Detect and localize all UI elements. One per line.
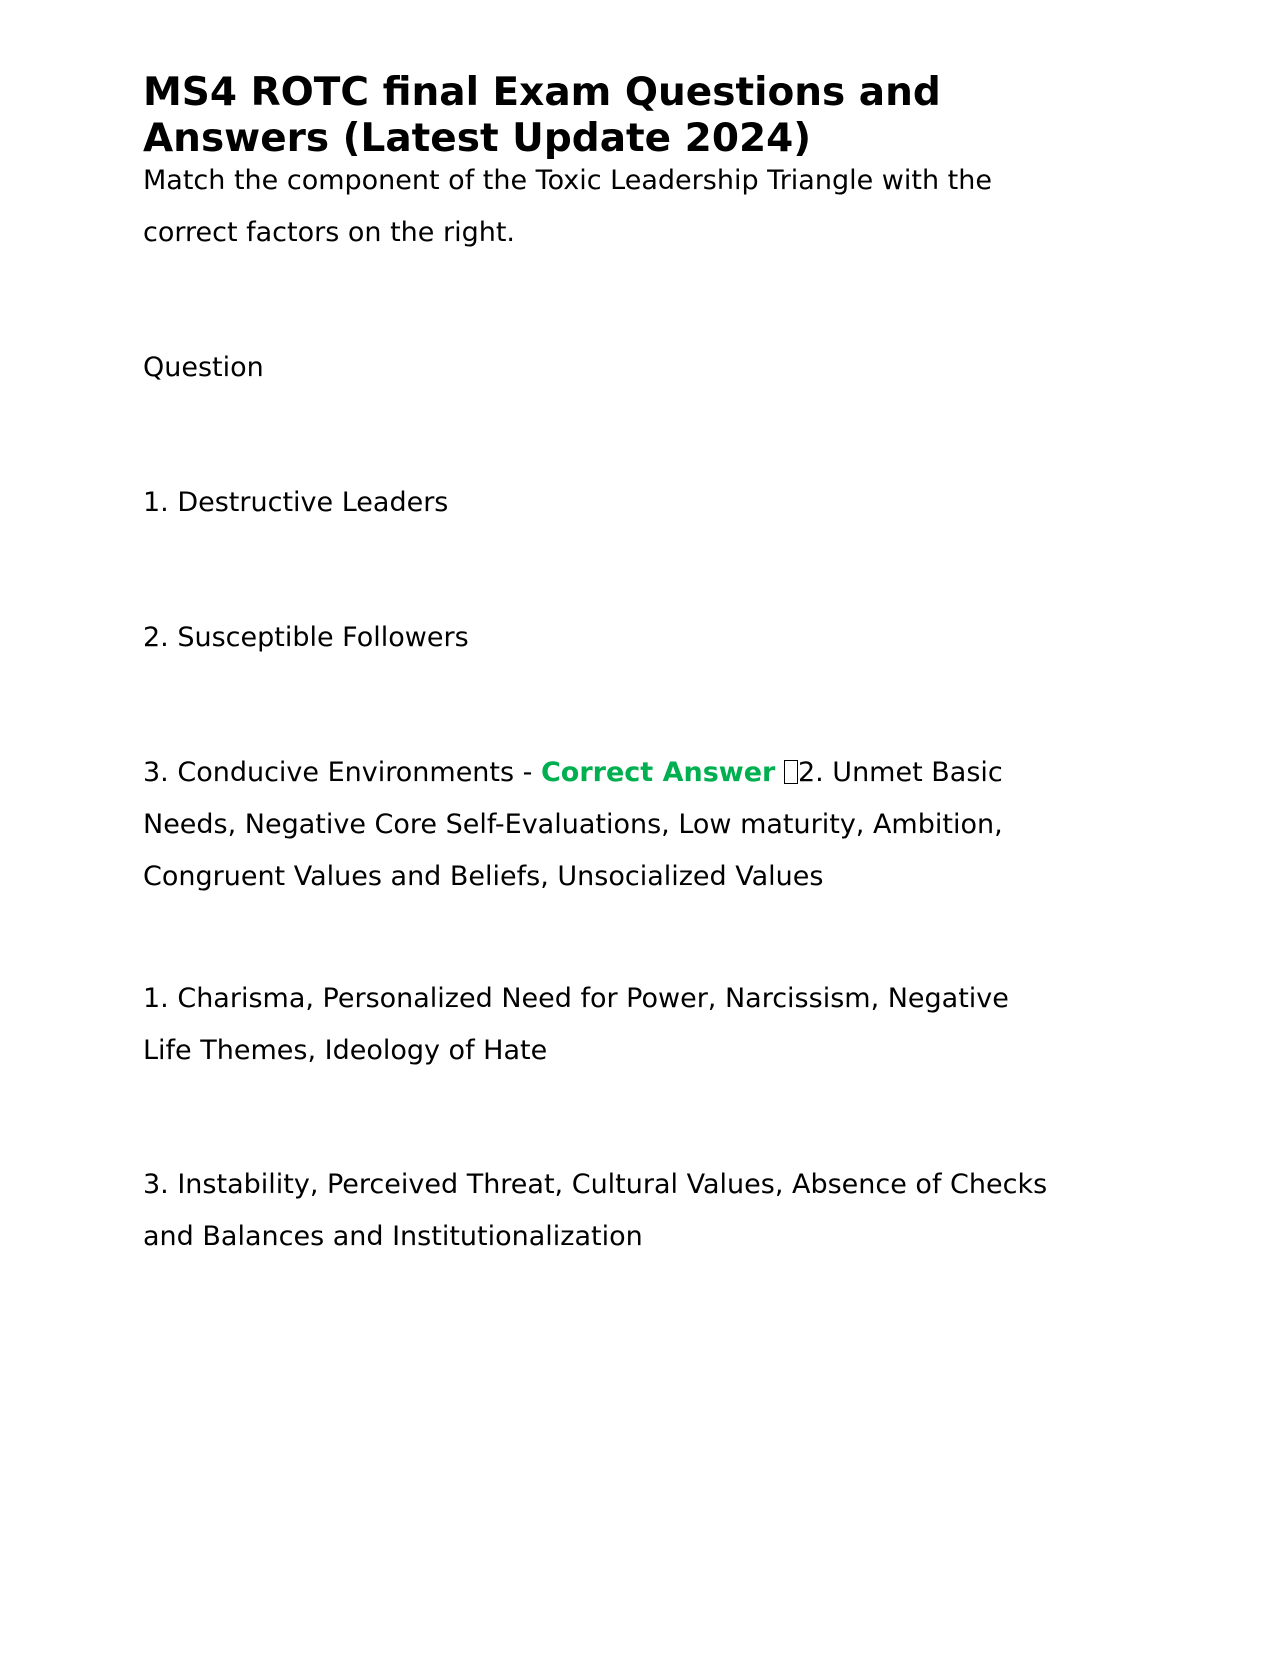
answer-1: 2. Unmet Basic Needs, Negative Core Self-Evaluations, Low maturity, Ambition, Congruent Values and Beliefs, Unsocialized Values: [143, 757, 1003, 892]
question-item-3: 3. Conducive Environments -: [143, 757, 541, 788]
document-title: MS4 ROTC final Exam Questions and Answers (Latest Update 2024): [143, 70, 941, 161]
correct-answer-label: Correct Answer: [540, 757, 776, 788]
question-item-1: 1. Destructive Leaders: [143, 487, 449, 518]
question-label: Question: [143, 352, 264, 383]
intro-text: Match the component of the Toxic Leadership Triangle with the correct factors on the right.: [143, 165, 992, 248]
answer-3: 3. Instability, Perceived Threat, Cultural Values, Absence of Checks and Balances and Institutionalization: [143, 1169, 1048, 1252]
answer-marker-icon: [784, 760, 798, 784]
question-item-2: 2. Susceptible Followers: [143, 622, 469, 653]
answer-2: 1. Charisma, Personalized Need for Power, Narcissism, Negative Life Themes, Ideology of Hate: [143, 983, 1009, 1066]
question-item-3-with-answer: [143, 747, 1063, 903]
